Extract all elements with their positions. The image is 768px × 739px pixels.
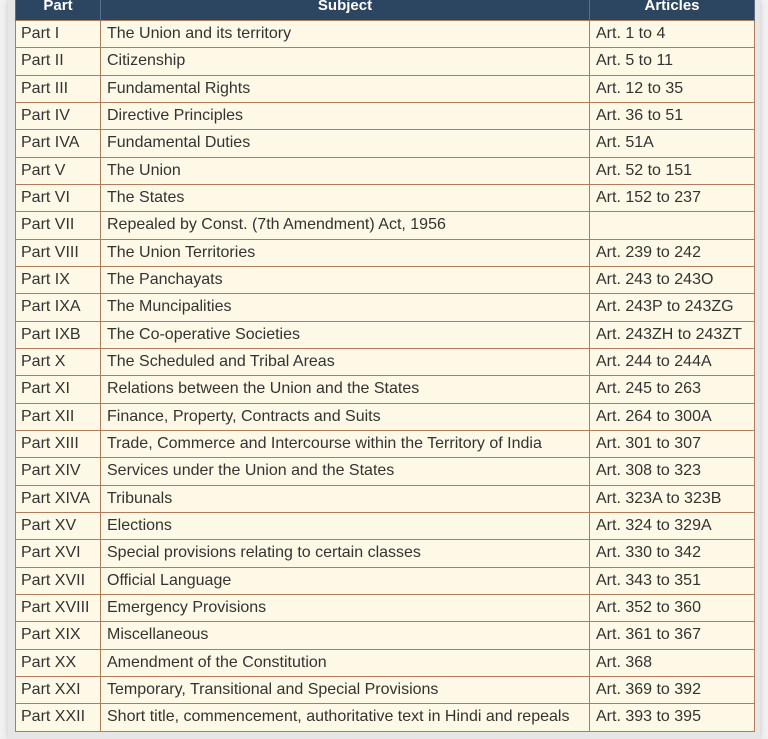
cell-part: Part VIII — [16, 239, 101, 266]
cell-subject: The Panchayats — [101, 266, 590, 293]
cell-articles: Art. 243P to 243ZG — [590, 294, 755, 321]
table-row — [16, 430, 755, 457]
table-row — [16, 704, 755, 731]
cell-part: Part IXB — [16, 321, 101, 348]
cell-articles: Art. 324 to 329A — [590, 512, 755, 539]
table-row — [16, 102, 755, 129]
cell-part: Part IXA — [16, 294, 101, 321]
cell-articles: Art. 264 to 300A — [590, 403, 755, 430]
cell-articles: Art. 352 to 360 — [590, 594, 755, 621]
table-row — [16, 212, 755, 239]
cell-articles: Art. 244 to 244A — [590, 348, 755, 375]
table-row — [16, 239, 755, 266]
cell-part: Part XVIII — [16, 594, 101, 621]
cell-articles: Art. 369 to 392 — [590, 676, 755, 703]
cell-subject: Fundamental Rights — [101, 75, 590, 102]
header-part: Part — [16, 0, 101, 21]
header-subject: Subject — [101, 0, 590, 21]
table-row — [16, 512, 755, 539]
cell-articles: Art. 152 to 237 — [590, 184, 755, 211]
cell-articles: Art. 1 to 4 — [590, 21, 755, 48]
cell-part: Part III — [16, 75, 101, 102]
table-row — [16, 676, 755, 703]
table-row — [16, 622, 755, 649]
constitution-parts-table — [15, 0, 755, 732]
cell-part: Part I — [16, 21, 101, 48]
cell-subject: Services under the Union and the States — [101, 458, 590, 485]
table-row — [16, 75, 755, 102]
table-header-row — [16, 0, 755, 21]
table-row — [16, 567, 755, 594]
cell-part: Part II — [16, 48, 101, 75]
cell-subject: The Co-operative Societies — [101, 321, 590, 348]
table-row — [16, 403, 755, 430]
cell-part: Part XXII — [16, 704, 101, 731]
cell-part: Part XIVA — [16, 485, 101, 512]
cell-subject: The Muncipalities — [101, 294, 590, 321]
cell-part: Part IV — [16, 102, 101, 129]
cell-part: Part XI — [16, 376, 101, 403]
cell-subject: Short title, commencement, authoritative text in Hindi and repeals — [101, 704, 590, 731]
cell-subject: Amendment of the Constitution — [101, 649, 590, 676]
table-row — [16, 594, 755, 621]
cell-part: Part XVI — [16, 540, 101, 567]
cell-subject: Citizenship — [101, 48, 590, 75]
cell-articles: Art. 323A to 323B — [590, 485, 755, 512]
cell-part: Part XIV — [16, 458, 101, 485]
cell-articles: Art. 393 to 395 — [590, 704, 755, 731]
table-row — [16, 649, 755, 676]
cell-part: Part VI — [16, 184, 101, 211]
table-row — [16, 184, 755, 211]
cell-part: Part XV — [16, 512, 101, 539]
cell-articles: Art. 361 to 367 — [590, 622, 755, 649]
cell-subject: Elections — [101, 512, 590, 539]
table-row — [16, 130, 755, 157]
cell-part: Part V — [16, 157, 101, 184]
cell-subject: Fundamental Duties — [101, 130, 590, 157]
cell-articles: Art. 245 to 263 — [590, 376, 755, 403]
cell-articles — [590, 212, 755, 239]
cell-articles: Art. 239 to 242 — [590, 239, 755, 266]
table-row — [16, 376, 755, 403]
cell-subject: Repealed by Const. (7th Amendment) Act, 1956 — [101, 212, 590, 239]
cell-part: Part XX — [16, 649, 101, 676]
cell-subject: Special provisions relating to certain classes — [101, 540, 590, 567]
cell-part: Part XVII — [16, 567, 101, 594]
cell-subject: Finance, Property, Contracts and Suits — [101, 403, 590, 430]
cell-subject: Official Language — [101, 567, 590, 594]
cell-part: Part XII — [16, 403, 101, 430]
table-row — [16, 321, 755, 348]
cell-articles: Art. 36 to 51 — [590, 102, 755, 129]
table-row — [16, 21, 755, 48]
table-row — [16, 348, 755, 375]
table-row — [16, 294, 755, 321]
cell-part: Part XIX — [16, 622, 101, 649]
table-row — [16, 48, 755, 75]
cell-articles: Art. 243 to 243O — [590, 266, 755, 293]
cell-subject: The Union and its territory — [101, 21, 590, 48]
cell-articles: Art. 51A — [590, 130, 755, 157]
cell-subject: Temporary, Transitional and Special Provisions — [101, 676, 590, 703]
cell-articles: Art. 301 to 307 — [590, 430, 755, 457]
cell-subject: The States — [101, 184, 590, 211]
cell-part: Part VII — [16, 212, 101, 239]
cell-articles: Art. 308 to 323 — [590, 458, 755, 485]
cell-articles: Art. 330 to 342 — [590, 540, 755, 567]
cell-part: Part X — [16, 348, 101, 375]
cell-part: Part IVA — [16, 130, 101, 157]
cell-subject: Trade, Commerce and Intercourse within the Territory of India — [101, 430, 590, 457]
table-row — [16, 485, 755, 512]
cell-part: Part XIII — [16, 430, 101, 457]
table-row — [16, 157, 755, 184]
table-body — [16, 21, 755, 732]
cell-articles: Art. 12 to 35 — [590, 75, 755, 102]
cell-articles: Art. 343 to 351 — [590, 567, 755, 594]
cell-subject: Miscellaneous — [101, 622, 590, 649]
cell-subject: Directive Principles — [101, 102, 590, 129]
cell-articles: Art. 52 to 151 — [590, 157, 755, 184]
cell-subject: The Scheduled and Tribal Areas — [101, 348, 590, 375]
table-row — [16, 266, 755, 293]
header-articles: Articles — [590, 0, 755, 21]
cell-subject: Relations between the Union and the States — [101, 376, 590, 403]
cell-subject: Emergency Provisions — [101, 594, 590, 621]
cell-articles: Art. 243ZH to 243ZT — [590, 321, 755, 348]
cell-part: Part IX — [16, 266, 101, 293]
cell-part: Part XXI — [16, 676, 101, 703]
table-row — [16, 458, 755, 485]
cell-subject: The Union — [101, 157, 590, 184]
cell-subject: Tribunals — [101, 485, 590, 512]
cell-articles: Art. 5 to 11 — [590, 48, 755, 75]
cell-subject: The Union Territories — [101, 239, 590, 266]
cell-articles: Art. 368 — [590, 649, 755, 676]
table-row — [16, 540, 755, 567]
